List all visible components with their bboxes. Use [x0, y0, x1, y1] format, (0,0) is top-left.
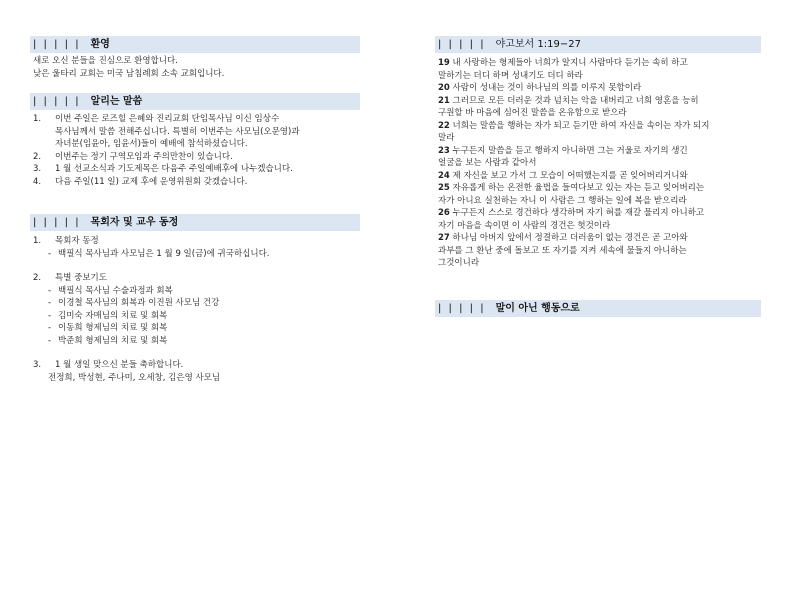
verse-number: 22	[438, 120, 450, 131]
sub-item: - 이경철 목사님의 회복과 이진원 사모님 건강	[48, 298, 220, 308]
item-text: 자녀분(임윤아, 임윤서)들이 예배에 참석하셨습니다.	[55, 139, 248, 149]
announce-item	[30, 151, 360, 164]
sub-item: - 백필식 목사님과 사모님은 1 월 9 일(금)에 귀국하십니다.	[48, 248, 270, 259]
sub-item: - 박준희 형제님의 치료 및 회복	[48, 335, 168, 346]
item-number: 3.	[33, 164, 42, 174]
verse-text: 자기 마음을 속이면 이 사람의 경건은 헛것이라	[438, 220, 611, 231]
pastor-section	[30, 235, 360, 384]
action-header	[435, 300, 761, 317]
right-column	[435, 36, 761, 317]
welcome-line: 새로 오신 분들을 진심으로 환영합니다.	[33, 56, 178, 66]
sub-item-text: 이경철 목사님의 회복과 이진원 사모님 건강	[58, 298, 220, 308]
item-text: 이번 주일은 로즈힐 은혜와 진리교회 단임목사님 이신 임상수	[55, 114, 280, 124]
announce-list	[30, 113, 360, 188]
header-bars: | | | | |	[438, 39, 486, 50]
verse-number: 23	[438, 145, 450, 156]
sub-item-text: 백필식 목사님 수술과정과 회복	[58, 285, 173, 296]
item-number: 1.	[33, 114, 42, 124]
verse	[435, 182, 761, 195]
verse-text: 말라	[438, 133, 455, 143]
verse-text: 그것이니라	[438, 258, 480, 268]
item-number: 3.	[33, 360, 42, 370]
verse-text: 너희는 말씀을 행하는 자가 되고 듣기만 하여 자신을 속이는 자가 되지	[452, 120, 710, 131]
left-column	[30, 36, 360, 384]
announce-item	[30, 163, 360, 176]
item-text: 다음 주일(11 일) 교제 후에 운영위원회 갖겠습니다.	[55, 176, 248, 187]
sub-item-text: 박준희 형제님의 치료 및 회복	[58, 335, 168, 346]
header-bars: | | | | |	[33, 39, 81, 50]
sub-item-text: 김미숙 자매님의 치료 및 회복	[58, 310, 168, 321]
verse-text: 과부를 그 환난 중에 돌보고 또 자기를 지켜 세속에 물들지 아니하는	[438, 245, 687, 256]
verse	[435, 95, 761, 108]
announce-item	[30, 176, 360, 189]
sub-item-text: 백필식 목사님과 사모님은 1 월 9 일(금)에 귀국하십니다.	[58, 248, 270, 259]
verse	[435, 57, 761, 70]
item-text: 이번주는 정기 구역모임과 주의만찬이 있습니다.	[55, 151, 233, 162]
verse-number: 20	[438, 83, 450, 93]
pastor-header	[30, 214, 360, 231]
section-title: 1 월 생일 맞으신 분들 축하합니다.	[55, 360, 184, 370]
announce-header	[30, 93, 360, 110]
verse-text: 자가 아니요 실천하는 자니 이 사람은 그 행하는 일에 복을 받으리라	[438, 195, 687, 206]
verse	[435, 120, 761, 133]
scripture-text	[435, 57, 761, 270]
verse	[435, 207, 761, 220]
item-text: 목사님께서 말씀 전해주십니다. 특별히 이번주는 사모님(오문영)과	[55, 126, 300, 137]
announce-item	[30, 113, 360, 151]
header-bars: | | | | |	[33, 217, 81, 228]
birthday-names: 전정희, 박성현, 주나미, 오세창, 김은영 사모님	[48, 372, 221, 383]
verse-text: 말하기는 더디 하며 성내기도 더디 하라	[438, 70, 583, 81]
pastor-title: 목회자 및 교우 동정	[90, 217, 179, 228]
verse	[435, 170, 761, 183]
sub-item: - 이동희 형제님의 치료 및 회복	[48, 323, 168, 333]
verse-text: 그러므로 모든 더러운 것과 넘치는 악을 내버리고 너희 영혼을 능히	[452, 95, 699, 106]
verse-text: 누구든지 스스로 경건하다 생각하며 자기 혀를 재갈 물리지 아니하고	[452, 208, 705, 218]
verse-text: 제 자신을 보고 가서 그 모습이 어떠했는지를 곧 잊어버리거니와	[452, 170, 688, 181]
verse-number: 21	[438, 95, 450, 106]
section-title: 목회자 동정	[55, 236, 99, 246]
sub-item-text: 이동희 형제님의 치료 및 회복	[58, 323, 168, 333]
verse-text: 사람이 성내는 것이 하나님의 의를 이루지 못함이라	[452, 83, 642, 93]
item-number: 1.	[33, 236, 42, 246]
verse-text: 구원할 바 마음에 심어진 말씀을 온유함으로 받으라	[438, 108, 627, 118]
welcome-title: 환영	[90, 39, 110, 50]
verse-number: 25	[438, 183, 450, 193]
verse-text: 하나님 아버지 앞에서 정결하고 더러움이 없는 경건은 곧 고아와	[452, 233, 688, 243]
item-text: 1 월 선교소식과 기도제목은 다음주 주일예배후에 나누겠습니다.	[55, 164, 293, 174]
verse-text: 내 사랑하는 형제들아 너희가 알지니 사람마다 듣기는 속히 하고	[452, 58, 688, 68]
header-bars: | | | | |	[33, 96, 81, 107]
verse-number: 24	[438, 170, 450, 181]
welcome-line: 낮은 울타리 교회는 미국 남침례회 소속 교회입니다.	[33, 68, 225, 79]
section-title: 특별 중보기도	[55, 273, 107, 283]
verse	[435, 232, 761, 245]
action-title: 말이 아닌 행동으로	[495, 302, 580, 314]
announce-title: 알리는 말씀	[90, 96, 143, 107]
verse-text: 얼굴을 보는 사람과 같아서	[438, 158, 537, 168]
verse-number: 19	[438, 58, 450, 68]
sub-item: - 백필식 목사님 수술과정과 회복	[48, 285, 173, 296]
scripture-title: 야고보서 1:19−27	[495, 39, 581, 50]
welcome-text	[30, 55, 360, 80]
item-number: 4.	[33, 176, 42, 187]
welcome-header	[30, 36, 360, 53]
item-number: 2.	[33, 273, 42, 283]
scripture-header	[435, 36, 761, 53]
verse	[435, 82, 761, 95]
verse-number: 27	[438, 233, 450, 243]
item-number: 2.	[33, 151, 42, 162]
verse-number: 26	[438, 208, 450, 218]
sub-item: - 김미숙 자매님의 치료 및 회복	[48, 310, 168, 321]
verse-text: 누구든지 말씀을 듣고 행하지 아니하면 그는 거울로 자기의 생긴	[452, 145, 688, 156]
verse	[435, 145, 761, 158]
header-bars: | | | | |	[438, 302, 486, 314]
verse-text: 자유롭게 하는 온전한 율법을 들여다보고 있는 자는 듣고 잊어버리는	[452, 183, 705, 193]
